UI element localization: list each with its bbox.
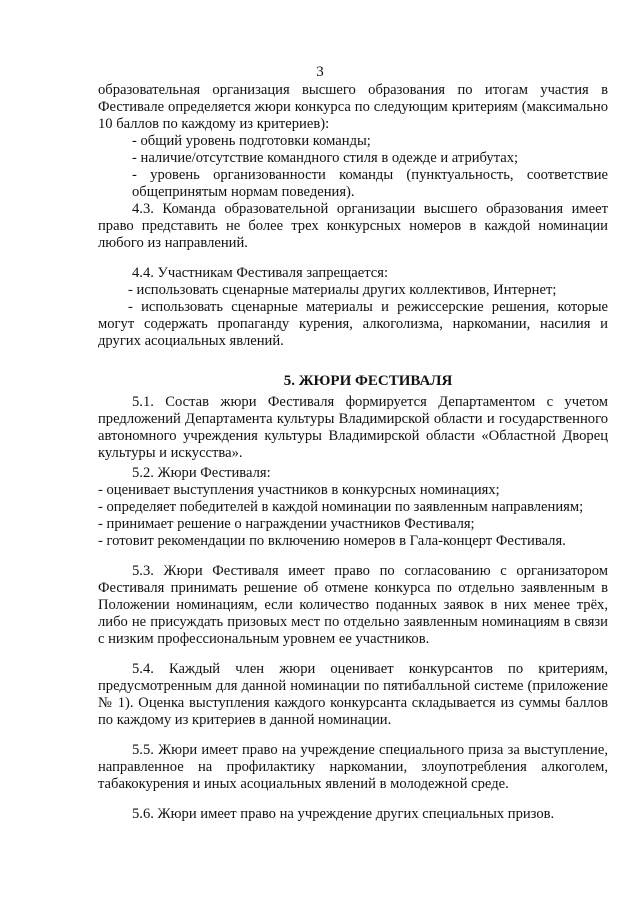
prohibition-item: - использовать сценарные материалы и режиссерские решения, которые могут содержать пропаганду курения, алкоголизма, наркомании, насилия и других асоциальных явлений. bbox=[98, 299, 608, 349]
paragraph-5-1: 5.1. Состав жюри Фестиваля формируется Департаментом с учетом предложений Департамента культуры Владимирской области и государственного автономного учреждения культуры Владимирской области «Областной Дворец культуры и искусства». bbox=[98, 394, 608, 461]
document-body bbox=[98, 82, 608, 823]
page-number: 3 bbox=[316, 64, 324, 80]
jury-duty-item: - принимает решение о награждении участников Фестиваля; bbox=[98, 516, 475, 532]
paragraph-5-2-title: 5.2. Жюри Фестиваля: bbox=[132, 465, 271, 481]
paragraph-4-3: 4.3. Команда образовательной организации высшего образования имеет право представить не более трех конкурсных номеров в каждой номинации любого из направлений. bbox=[98, 201, 608, 251]
criterion-item: - наличие/отсутствие командного стиля в одежде и атрибутах; bbox=[132, 150, 519, 166]
paragraph-5-3: 5.3. Жюри Фестиваля имеет право по согласованию с организатором Фестиваля принимать решение об отмене конкурса по отдельно заявленным в Положении номинациям, если количество поданных заявок в них менее трёх, либо не присуждать призовых мест по отдельно заявленным номинациям в связи с низким профессиональным уровнем ее участников. bbox=[98, 563, 608, 647]
section4-intro: образовательная организация высшего образования по итогам участия в Фестивале определяется жюри конкурса по следующим критериям (максимально 10 баллов по каждому из критериев): bbox=[98, 82, 608, 132]
paragraph-5-4: 5.4. Каждый член жюри оценивает конкурсантов по критериям, предусмотренным для данной номинации по пятибалльной системе (приложение № 1). Оценка выступления каждого конкурсанта складывается из суммы баллов по каждому из критериев в данной номинации. bbox=[98, 661, 608, 728]
criterion-item: - уровень организованности команды (пунктуальность, соответствие общепринятым нормам поведения). bbox=[132, 167, 608, 200]
paragraph-4-4-title: 4.4. Участникам Фестиваля запрещается: bbox=[132, 265, 389, 281]
prohibition-item: - использовать сценарные материалы других коллективов, Интернет; bbox=[128, 282, 557, 298]
paragraph-5-5: 5.5. Жюри имеет право на учреждение специального приза за выступление, направленное на профилактику наркомании, злоупотребления алкоголем, табакокурения и иных асоциальных явлений в молодежной среде. bbox=[98, 742, 608, 792]
jury-duty-item: - готовит рекомендации по включению номеров в Гала-концерт Фестиваля. bbox=[98, 533, 566, 549]
jury-duty-item: - оценивает выступления участников в конкурсных номинациях; bbox=[98, 482, 500, 498]
jury-duty-item: - определяет победителей в каждой номинации по заявленным направлениям; bbox=[98, 499, 584, 515]
section-heading: 5. ЖЮРИ ФЕСТИВАЛЯ bbox=[283, 373, 453, 389]
criterion-item: - общий уровень подготовки команды; bbox=[132, 133, 371, 149]
paragraph-5-6: 5.6. Жюри имеет право на учреждение других специальных призов. bbox=[132, 806, 555, 822]
